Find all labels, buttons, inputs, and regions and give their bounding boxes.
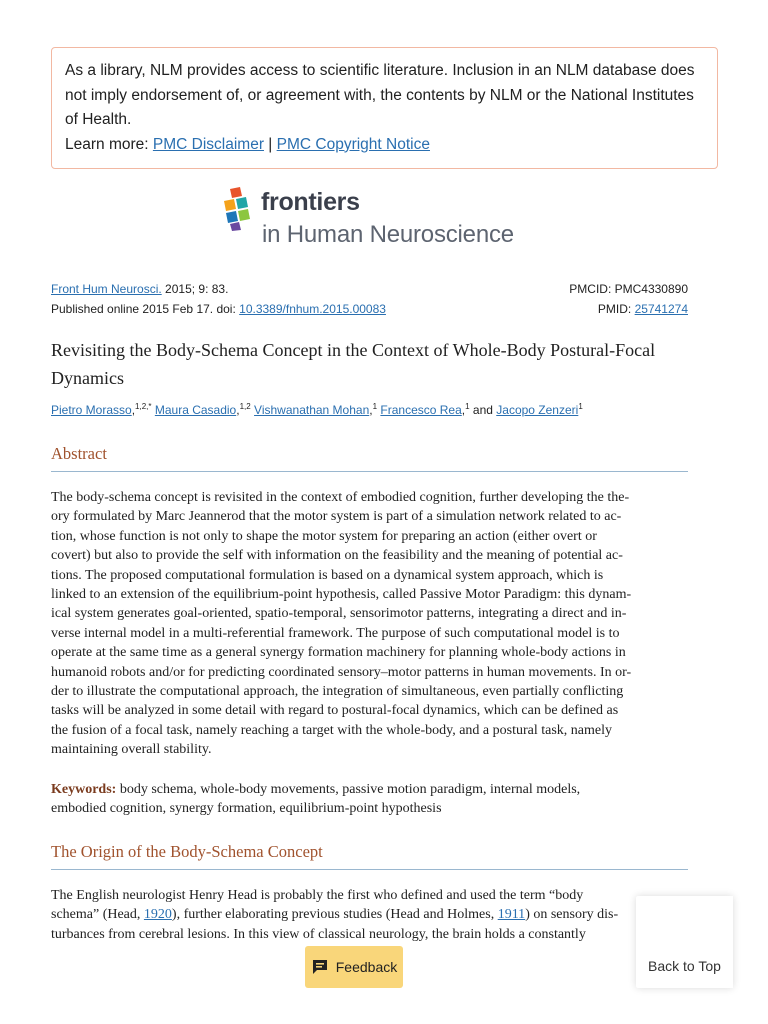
nlm-notice-box [51, 47, 718, 169]
author-affiliation: 1 [372, 402, 378, 411]
link-separator: | [268, 135, 273, 153]
pmid-link[interactable]: 25741274 [634, 302, 688, 316]
citation-row-1 [51, 279, 688, 299]
pmid-label: PMID: [597, 302, 632, 316]
abstract-line: maintaining overall stability. [51, 742, 212, 758]
author-link[interactable]: Francesco Rea [380, 403, 462, 417]
abstract-heading: Abstract [51, 444, 688, 472]
abstract-line: ical system generates goal-oriented, spatio-temporal, sensorimotor patterns, integrating a direct and in- [51, 606, 627, 622]
feedback-label: Feedback [335, 959, 398, 975]
abstract-line: ory formulated by Marc Jeannerod that the motor system is part of a simulation network related to ac- [51, 509, 622, 525]
abstract-body [51, 488, 691, 760]
reference-link[interactable]: 1920 [143, 907, 172, 923]
abstract-line: operate at the same time as a general synergy formation machinery for planning whole-body actions in [51, 645, 626, 661]
pmc-copyright-link[interactable]: PMC Copyright Notice [276, 135, 430, 153]
learn-more-label: Learn more: [65, 135, 149, 153]
notice-text-line1: As a library, NLM provides access to scientific literature. Inclusion in an NLM database does [65, 62, 695, 79]
keywords-block [51, 780, 691, 819]
abstract-line: humanoid robots and/or for predicting coordinated sensory–motor patterns in human movements. In or- [51, 664, 632, 680]
author-affiliation: 1 [578, 402, 583, 411]
abstract-line: covert) but also to provide the self with information on the feasibility and the meaning of potential ac- [51, 548, 623, 564]
article-title-line1: Revisiting the Body-Schema Concept in the Context of Whole-Body Postural-Focal [51, 340, 656, 360]
author-link[interactable]: Jacopo Zenzeri [496, 403, 579, 417]
frontiers-logo-icon [222, 187, 262, 231]
author-affiliation: 1 [465, 402, 470, 411]
abstract-line: linked to an extension of the equilibrium-point hypothesis, called Passive Motor Paradigm: this dynam- [51, 587, 632, 603]
section1-body [51, 886, 691, 944]
abstract-line: The body-schema concept is revisited in the context of embodied cognition, further developing the the- [51, 490, 630, 505]
article-title-line2: Dynamics [51, 368, 124, 388]
keywords-text-1: body schema, whole-body movements, passive motion paradigm, internal models, [119, 782, 581, 797]
logo-word-frontiers: frontiers [261, 188, 360, 216]
citation-block [51, 279, 688, 319]
citation-row-2 [51, 299, 688, 319]
logo-word-journal: in Human Neuroscience [262, 221, 514, 248]
author-list: Pietro Morasso,$^{1,2,*}$ Maura Casadio,$^{1,2}$ Vishwanathan Mohan,$^1$ Francesco Rea,$^1$ and Jacopo Zenzeri$^1$ [51, 402, 583, 417]
section1-line: schema” (Head, 1920), further elaborating previous studies (Head and Holmes, 1911) on sensory dis- [51, 907, 619, 923]
pmc-disclaimer-link[interactable]: PMC Disclaimer [152, 135, 264, 153]
keywords-label: Keywords: [51, 782, 117, 797]
keywords-text-2: embodied cognition, synergy formation, equilibrium-point hypothesis [51, 801, 442, 817]
abstract-line: der to illustrate the computational approach, the integration of simultaneous, even partially conflicting [51, 684, 624, 700]
citation-published [51, 299, 386, 319]
author-affiliation: 1,2 [239, 402, 251, 411]
abstract-line: verse internal model in a multi-referential framework. The purpose of such computational model is to [51, 625, 620, 641]
abstract-line: the fusion of a focal task, namely reaching a target with the whole-body, and a postural task, namely [51, 722, 612, 738]
abstract-line: tasks will be analyzed in some detail with regard to postural-focal dynamics, which can be defined as [51, 703, 619, 719]
citation-journal [51, 279, 228, 299]
notice-learn-more [65, 133, 704, 158]
back-to-top-button[interactable]: Back to Top [636, 896, 733, 988]
section-heading-origin: The Origin of the Body-Schema Concept [51, 842, 688, 870]
journal-logo [222, 187, 552, 253]
citation-volume: 2015; 9: 83. [165, 282, 229, 296]
reference-link[interactable]: 1911 [497, 907, 526, 923]
pmid [598, 299, 688, 319]
feedback-button[interactable] [305, 946, 403, 988]
pmcid: PMCID: PMC4330890 [569, 282, 688, 296]
author-link[interactable]: Pietro Morasso [51, 403, 132, 417]
author-link[interactable]: Vishwanathan Mohan [254, 403, 370, 417]
feedback-icon [311, 958, 329, 976]
notice-text-line3: of Health. [65, 111, 132, 128]
section1-line: turbances from cerebral lesions. In this view of classical neurology, the brain holds a constantly [51, 926, 586, 942]
published-label: Published online 2015 Feb 17. doi: [51, 302, 236, 316]
abstract-line: tions. The proposed computational formulation is based on a dynamical system approach, which is [51, 567, 604, 583]
author-affiliation: 1,2,* [135, 402, 152, 411]
abstract-line: tion, whose function is not only to shape the motor system for preparing an action (either overt or [51, 528, 597, 544]
author-link[interactable]: Maura Casadio [154, 403, 237, 417]
notice-text-line2: not imply endorsement of, or agreement with, the contents by NLM or the National Institutes [65, 86, 694, 104]
journal-link[interactable]: Front Hum Neurosci. [51, 282, 162, 296]
article-title [51, 336, 691, 392]
section1-line: The English neurologist Henry Head is probably the first who defined and used the term “body [51, 888, 584, 903]
doi-link[interactable]: 10.3389/fnhum.2015.00083 [239, 302, 386, 316]
